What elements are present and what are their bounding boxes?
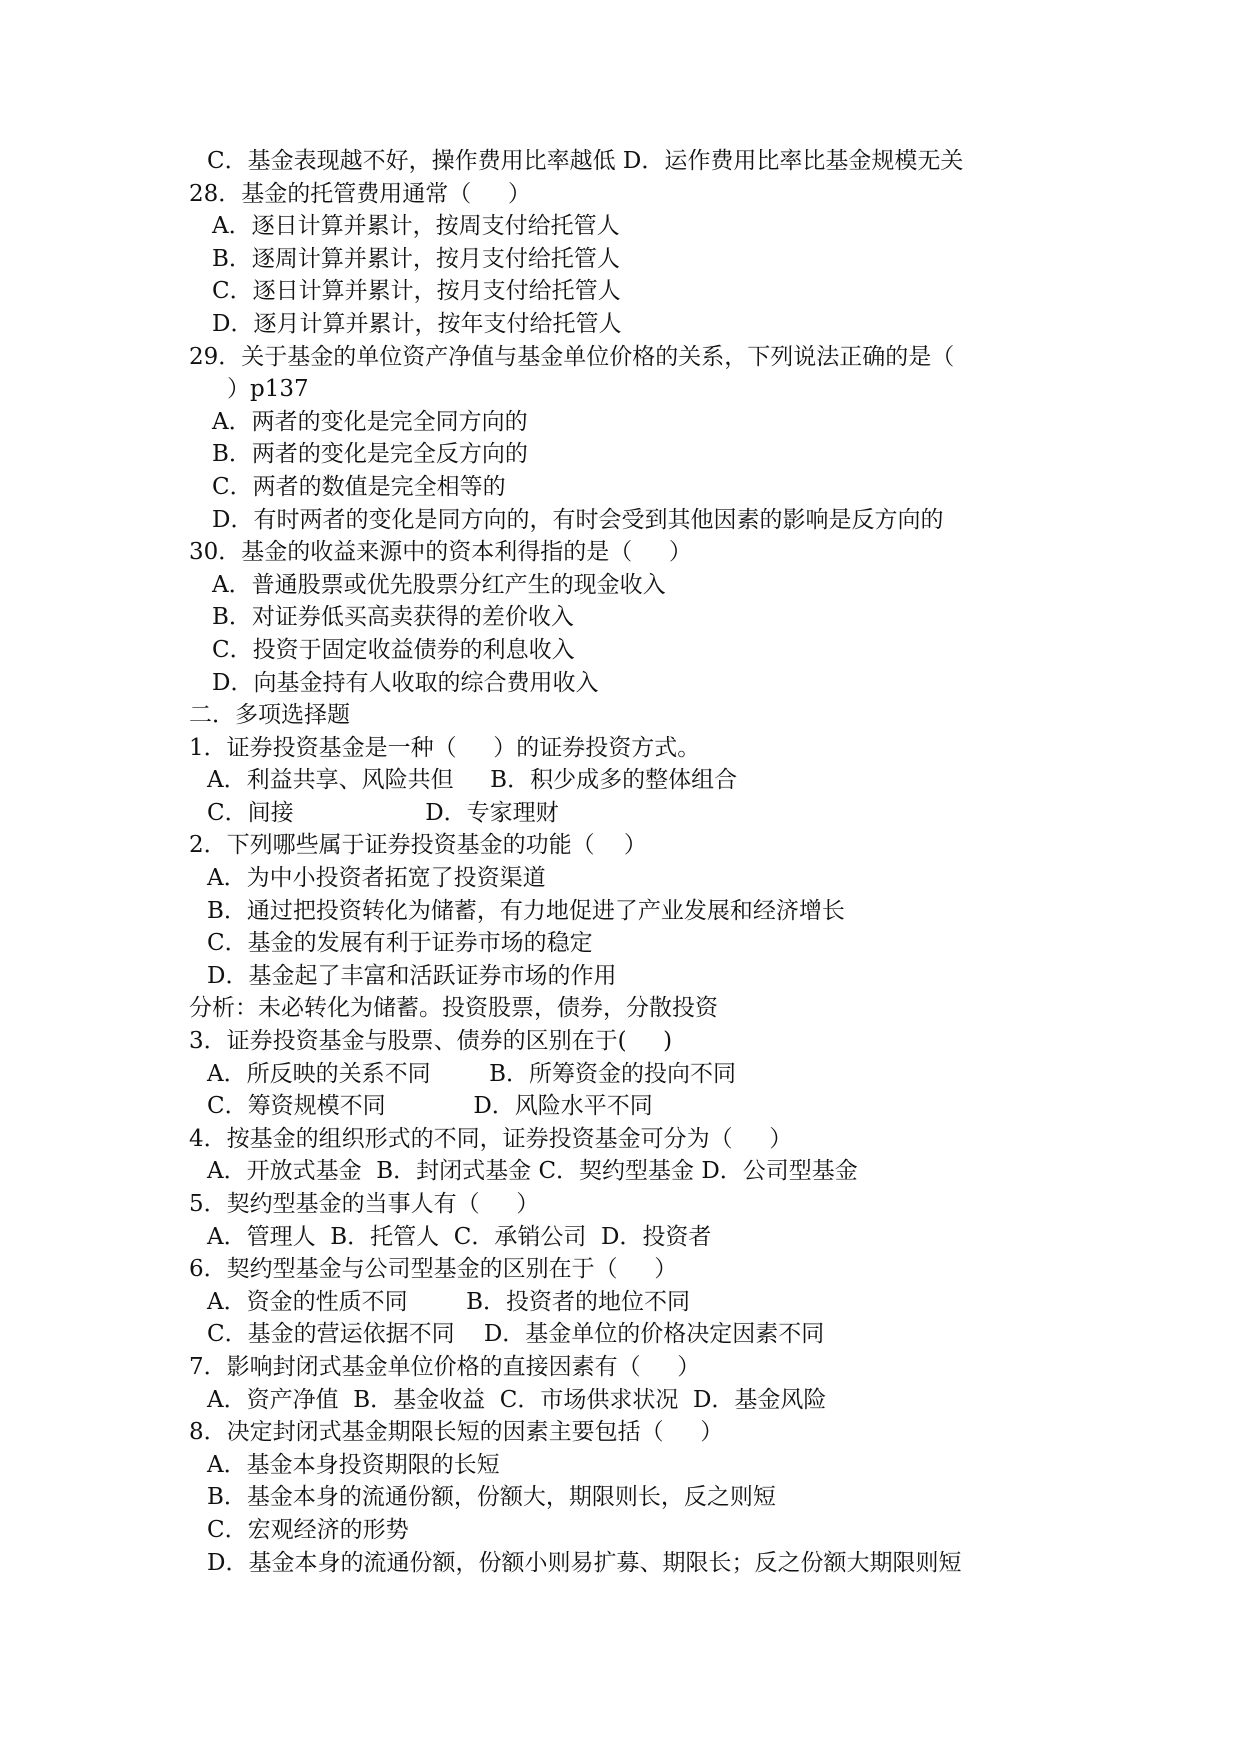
option-line: C．逐日计算并累计，按月支付给托管人 (212, 278, 621, 305)
option-line: C．宏观经济的形势 (207, 1516, 409, 1543)
option-line: B．对证券低买高卖获得的差价收入 (212, 604, 574, 631)
option-line: A．基金本身投资期限的长短 (207, 1451, 500, 1478)
option-line: A．利益共享、风险共但 B．积少成多的整体组合 (207, 767, 738, 794)
option-line: C．投资于固定收益债券的利息收入 (212, 636, 575, 663)
option-line: B．基金本身的流通份额，份额大，期限则长，反之则短 (207, 1484, 776, 1511)
option-line: D．向基金持有人收取的综合费用收入 (212, 669, 599, 696)
question-line: 2．下列哪些属于证券投资基金的功能（ ） (189, 832, 647, 859)
option-line: A．普通股票或优先股票分红产生的现金收入 (212, 571, 666, 598)
option-line: C．间接 D．专家理财 (207, 799, 559, 826)
option-line: A．资产净值 B．基金收益 C．市场供求状况 D．基金风险 (207, 1386, 827, 1413)
option-line: D．基金本身的流通份额，份额小则易扩募、期限长；反之份额大期限则短 (207, 1549, 962, 1576)
option-line: A．管理人 B．托管人 C．承销公司 D．投资者 (207, 1223, 712, 1250)
document-body (0, 145, 1241, 1579)
option-line: B．逐周计算并累计，按月支付给托管人 (212, 245, 620, 272)
option-line: B．通过把投资转化为储蓄，有力地促进了产业发展和经济增长 (207, 897, 845, 924)
option-line: A．为中小投资者拓宽了投资渠道 (207, 865, 546, 892)
question-line: 3．证券投资基金与股票、债券的区别在于( ) (189, 1028, 673, 1055)
question-line: 6．契约型基金与公司型基金的区别在于（ ） (189, 1256, 678, 1283)
question-line: 29．关于基金的单位资产净值与基金单位价格的关系，下列说法正确的是（ (189, 343, 955, 370)
option-line: A．两者的变化是完全同方向的 (212, 408, 528, 435)
option-line: C．筹资规模不同 D．风险水平不同 (207, 1093, 653, 1120)
option-line: D．有时两者的变化是同方向的，有时会受到其他因素的影响是反方向的 (212, 506, 944, 533)
option-line: A．资金的性质不同 B．投资者的地位不同 (207, 1288, 690, 1315)
option-line: C．基金的发展有利于证券市场的稳定 (207, 930, 593, 957)
question-line: 1．证券投资基金是一种（ ）的证券投资方式。 (189, 734, 701, 761)
question-line: 28．基金的托管费用通常（ ） (189, 180, 531, 207)
question-line: 30．基金的收益来源中的资本利得指的是（ ） (189, 539, 692, 566)
option-line: A．开放式基金 B．封闭式基金 C．契约型基金 D．公司型基金 (207, 1158, 858, 1185)
analysis-line: 分析：未必转化为储蓄。投资股票，债券，分散投资 (189, 995, 718, 1022)
question-line: 7．影响封闭式基金单位价格的直接因素有（ ） (189, 1353, 701, 1380)
option-line: C．基金的营运依据不同 D．基金单位的价格决定因素不同 (207, 1321, 825, 1348)
question-line: 8．决定封闭式基金期限长短的因素主要包括（ ） (189, 1419, 724, 1446)
option-line: A．逐日计算并累计，按周支付给托管人 (212, 213, 620, 240)
option-line: D．逐月计算并累计，按年支付给托管人 (212, 310, 622, 337)
question-line: 4．按基金的组织形式的不同，证券投资基金可分为（ ） (189, 1125, 793, 1152)
section-heading: 二．多项选择题 (189, 702, 350, 729)
option-line: A．所反映的关系不同 B．所筹资金的投向不同 (207, 1060, 736, 1087)
option-line: D．基金起了丰富和活跃证券市场的作用 (207, 962, 617, 989)
question-continuation-line: ）p137 (227, 376, 309, 403)
option-line: C．两者的数值是完全相等的 (212, 473, 506, 500)
question-line: 5．契约型基金的当事人有（ ） (189, 1191, 540, 1217)
option-line: C．基金表现越不好，操作费用比率越低 D．运作费用比率比基金规模无关 (207, 148, 964, 174)
option-line: B．两者的变化是完全反方向的 (212, 441, 528, 468)
